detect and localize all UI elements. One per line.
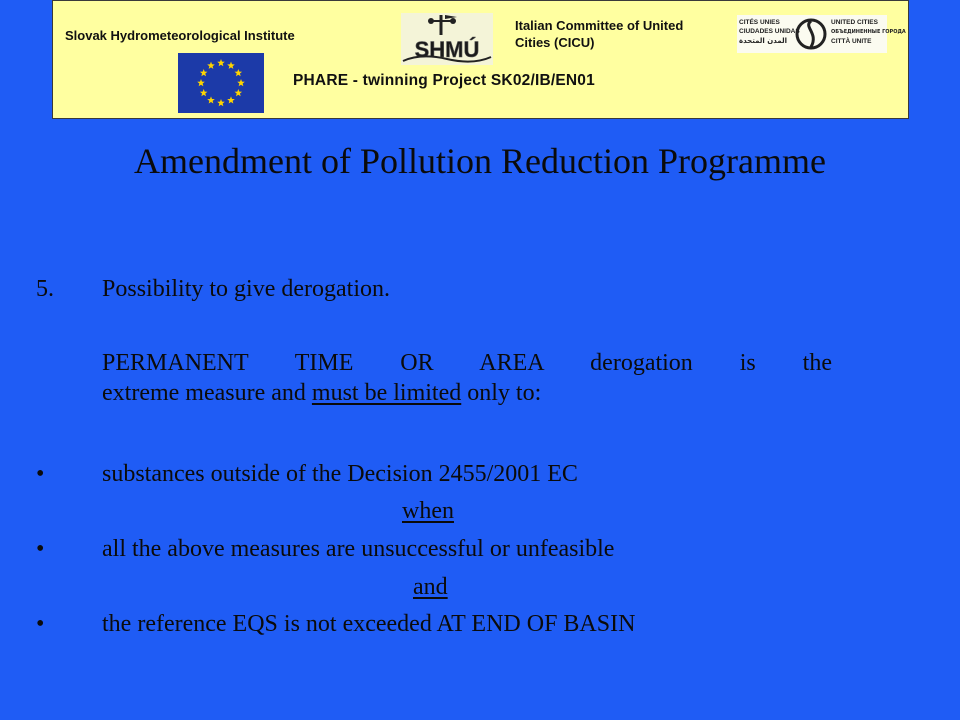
shmu-logo bbox=[401, 13, 493, 65]
underlined-phrase: must be limited bbox=[311, 380, 462, 406]
bullet-1-text: substances outside of the Decision 2455/2001 EC bbox=[102, 461, 578, 487]
eu-star-icon bbox=[227, 96, 235, 103]
eu-star-icon bbox=[207, 96, 215, 103]
eu-star-icon bbox=[197, 79, 205, 86]
shmu-logo-text: SHMÚ bbox=[414, 37, 480, 62]
item-number: 5. bbox=[36, 276, 54, 302]
eu-star-icon bbox=[207, 62, 215, 69]
bullet-2-marker: • bbox=[36, 536, 45, 562]
logo-right-line-3: CITTÀ UNITE bbox=[831, 38, 872, 45]
paragraph-line-2-start: extreme measure and bbox=[102, 380, 312, 406]
logo-left-line-1: CITÉS UNIES bbox=[739, 19, 780, 26]
bullet-2-text: all the above measures are unsuccessful or unfeasible bbox=[102, 536, 615, 562]
eu-star-icon bbox=[217, 99, 225, 106]
paragraph-line-1: PERMANENT TIME OR AREA derogation is the bbox=[102, 350, 832, 376]
eu-star-icon bbox=[227, 62, 235, 69]
logo-right-line-2: ОБЪЕДИНЕННЫЕ ГОРОДА bbox=[831, 29, 906, 35]
eu-star-icon bbox=[237, 79, 245, 86]
eu-star-icon bbox=[235, 89, 243, 96]
conjunction-and: and bbox=[413, 574, 448, 600]
derogation-paragraph bbox=[102, 348, 832, 408]
bullet-1-marker: • bbox=[36, 461, 45, 487]
eu-star-icon bbox=[235, 69, 243, 76]
eu-star-icon bbox=[200, 69, 208, 76]
org-left-label: Slovak Hydrometeorological Institute bbox=[65, 28, 295, 43]
org-right-label: Italian Committee of United Cities (CICU) bbox=[515, 18, 684, 50]
bullet-3-marker: • bbox=[36, 611, 45, 637]
header-banner bbox=[52, 0, 909, 119]
united-cities-logo bbox=[737, 15, 906, 53]
conjunction-when: when bbox=[402, 498, 454, 524]
eu-flag-logo bbox=[178, 53, 264, 113]
slide-title: Amendment of Pollution Reduction Programme bbox=[134, 141, 826, 181]
eu-star-icon bbox=[217, 59, 225, 66]
project-label: PHARE - twinning Project SK02/IB/EN01 bbox=[293, 72, 595, 89]
logo-right-line-1: UNITED CITIES bbox=[831, 19, 878, 26]
eu-star-icon bbox=[200, 89, 208, 96]
logo-left-line-2: CIUDADES UNIDAS bbox=[739, 28, 800, 35]
logo-left-line-3: المدن المتحدة bbox=[739, 37, 787, 45]
bullet-3-text: the reference EQS is not exceeded AT END OF BASIN bbox=[102, 611, 636, 637]
item-text: Possibility to give derogation. bbox=[102, 276, 390, 302]
paragraph-line-2-end: only to: bbox=[461, 380, 542, 406]
